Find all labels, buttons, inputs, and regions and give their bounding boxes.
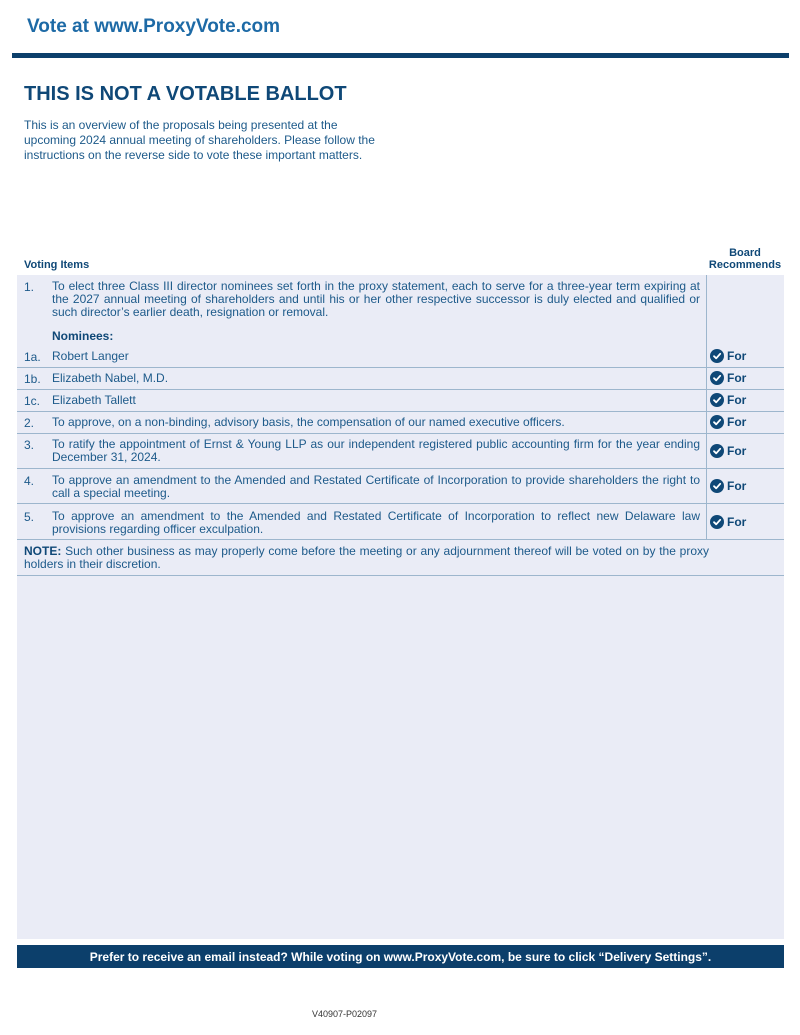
nominees-label: Nominees: (52, 329, 114, 343)
check-circle-icon (710, 349, 724, 363)
banner-text: Prefer to receive an email instead? While voting on www.ProxyVote.com, be sure to click “Delivery Settings”. (89, 949, 712, 964)
item-text: To approve, on a non-binding, advisory basis, the compensation of our named executive officers. (52, 415, 565, 429)
recommendation-label: For (727, 444, 747, 458)
recommendation-label: For (727, 415, 747, 429)
board-recommendation (710, 515, 780, 529)
item-text: To approve an amendment to the Amended and Restated Certificate of Incorporation to provide shareholders the right to call a special meeting. (52, 473, 700, 500)
item-text: Elizabeth Tallett (52, 393, 136, 407)
item-text: Elizabeth Nabel, M.D. (52, 371, 169, 385)
table-row-item-1a (17, 345, 784, 368)
table-row-item-2 (17, 412, 784, 434)
item-number: 1a. (24, 350, 41, 364)
note-label: NOTE: (24, 544, 62, 558)
recommendation-label: For (727, 515, 747, 529)
check-circle-icon (710, 415, 724, 429)
table-row-item-1 (17, 275, 784, 345)
board-header-line1: Board (729, 247, 761, 259)
page-title: THIS IS NOT A VOTABLE BALLOT (24, 83, 347, 105)
check-circle-icon (710, 371, 724, 385)
item-text: To elect three Class III director nominees set forth in the proxy statement, each to serve for a three-year term expiring at the 2027 annual meeting of shareholders and until his or her other respective successor is duly elected and qualified or such director’s earlier death, resignation or removal. (52, 279, 700, 319)
recommendation-label: For (727, 349, 747, 363)
board-recommendation (710, 393, 780, 407)
table-row-item-4 (17, 469, 784, 504)
item-text: Robert Langer (52, 349, 129, 363)
check-circle-icon (710, 515, 724, 529)
intro-text: This is an overview of the proposals being presented at the upcoming 2024 annual meeting of shareholders. Please follow the instructions on the reverse side to vote these important matters. (24, 118, 375, 162)
note-text (24, 545, 709, 571)
item-text: To approve an amendment to the Amended and Restated Certificate of Incorporation to reflect new Delaware law provisions regarding officer exculpation. (52, 509, 700, 536)
recommendation-label: For (727, 371, 747, 385)
recommendation-label: For (727, 393, 747, 407)
item-number: 1b. (24, 372, 41, 386)
email-delivery-banner (17, 945, 784, 968)
board-recommendation (710, 415, 780, 429)
table-row-item-1b (17, 368, 784, 390)
table-row-item-5 (17, 504, 784, 540)
item-number: 1. (24, 280, 35, 294)
table-row-item-3 (17, 434, 784, 469)
board-recommends-header (705, 247, 785, 271)
item-number: 5. (24, 510, 35, 524)
item-number: 1c. (24, 394, 41, 408)
item-text: To ratify the appointment of Ernst & Young LLP as our independent registered public accounting firm for the year ending December 31, 2024. (52, 437, 700, 464)
header-divider (12, 53, 789, 58)
item-number: 2. (24, 416, 35, 430)
note-body: Such other business as may properly come before the meeting or any adjournment thereof will be voted on by the proxy holders in their discretion. (24, 544, 709, 571)
board-header-line2: Recommends (708, 259, 782, 271)
board-recommendation (710, 479, 780, 493)
recommendation-label: For (727, 479, 747, 493)
header-title: Vote at www.ProxyVote.com (27, 16, 281, 37)
check-circle-icon (710, 393, 724, 407)
voting-items-header: Voting Items (24, 259, 90, 271)
table-row-item-1c (17, 390, 784, 412)
board-recommendation (710, 371, 780, 385)
item-number: 3. (24, 438, 35, 452)
check-circle-icon (710, 479, 724, 493)
item-number: 4. (24, 474, 35, 488)
board-recommendation (710, 349, 780, 363)
check-circle-icon (710, 444, 724, 458)
board-recommendation (710, 444, 780, 458)
document-code: V40907-P02097 (312, 1009, 378, 1019)
